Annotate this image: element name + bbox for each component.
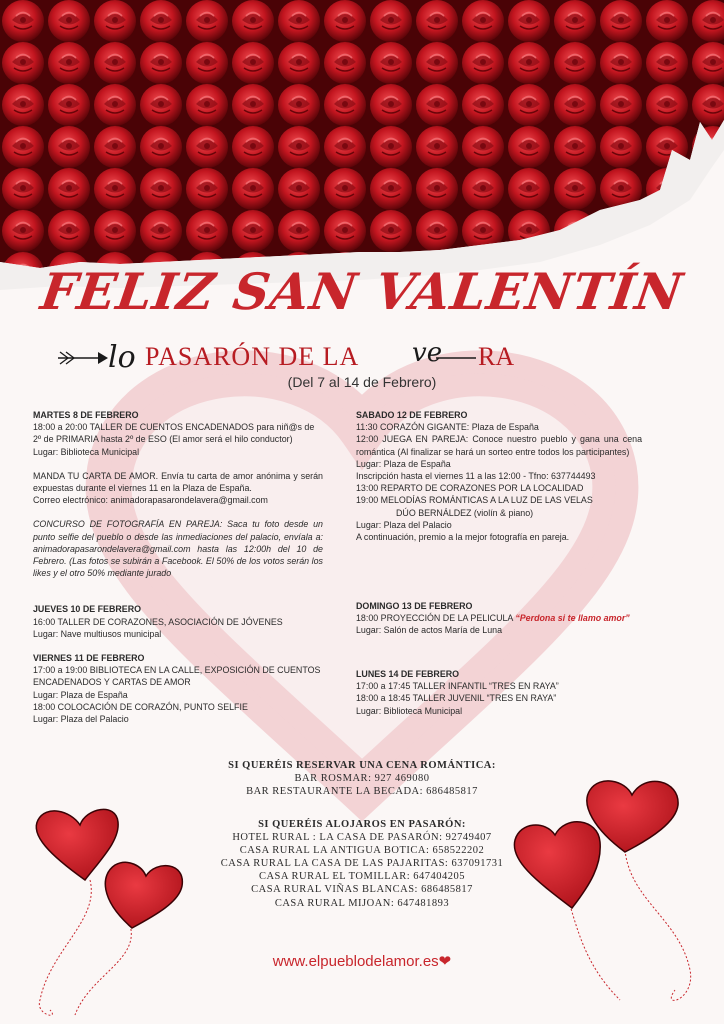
sabado-event-1: 11:30 CORAZÓN GIGANTE: Plaza de España xyxy=(356,422,539,433)
left-column xyxy=(33,409,323,725)
sabado-inscription: Inscripción hasta el viernes 11 a las 12:00 - Tfno: 637744493 xyxy=(356,471,596,482)
viernes-event-1: 17:00 a 19:00 BIBLIOTECA EN LA CALLE, EXPOSICIÓN DE CUENTOS ENCADENADOS Y CARTAS DE AMOR xyxy=(33,665,321,688)
main-title: FELIZ SAN VALENTÍN xyxy=(37,262,687,321)
sabado-event-2: 12:00 JUEGA EN PAREJA: Conoce nuestro pueblo y gana una cena romántica (Al finalizar se hará un sorteo entre todos los participantes) xyxy=(356,434,642,457)
domingo-heading: DOMINGO 13 DE FEBRERO xyxy=(356,601,473,611)
right-column xyxy=(356,409,642,543)
alojamiento-item: CASA RURAL VIÑAS BLANCAS: 686485817 xyxy=(251,884,473,896)
viernes-heading: VIERNES 11 DE FEBRERO xyxy=(33,653,145,664)
viernes-place-2: Lugar: Plaza del Palacio xyxy=(33,714,129,725)
sabado-duo: DÚO BERNÁLDEZ (violín & piano) xyxy=(396,507,534,518)
lunes-event-1: 17:00 a 17:45 TALLER INFANTIL “TRES EN RAYA” xyxy=(356,681,559,692)
alojamiento-item: CASA RURAL LA CASA DE LAS PAJARITAS: 637091731 xyxy=(220,858,504,870)
website-link[interactable]: www.elpueblodelamor.es❤ xyxy=(272,953,452,970)
lunes-place: Lugar: Biblioteca Municipal xyxy=(356,705,463,716)
concurso-text: CONCURSO DE FOTOGRAFÍA EN PAREJA: Saca tu foto desde un punto selfie del pueblo o desde las inmediaciones del palacio, envíala a: animadorapasarondelavera@gmail.com hasta las 12:00h del 10 de Febrero. (Las fotos se subirán a Facebook. El 50% de los votos serán los likes y el otro 50% mediante jurado xyxy=(33,519,323,579)
subtitle-prefix: lo xyxy=(108,340,136,375)
lunes-heading: LUNES 14 DE FEBRERO xyxy=(356,669,460,679)
cena-heading: SI QUERÉIS RESERVAR UNA CENA ROMÁNTICA: xyxy=(228,760,496,771)
left-hearts-icon xyxy=(20,800,200,1024)
lunes-block xyxy=(356,668,646,717)
alojamiento-heading: SI QUERÉIS ALOJAROS EN PASARÓN: xyxy=(258,819,466,830)
domingo-block xyxy=(356,600,646,637)
martes-heading: MARTES 8 DE FEBRERO xyxy=(33,410,139,420)
jueves-place: Lugar: Nave multiusos municipal xyxy=(33,628,162,639)
cena-item: BAR ROSMAR: 927 469080 xyxy=(294,773,430,785)
movie-title: “Perdona si te llamo amor” xyxy=(515,613,630,624)
sabado-event-3: 13:00 REPARTO DE CORAZONES POR LA LOCALIDAD xyxy=(356,483,584,494)
lunes-event-2: 18:00 a 18:45 TALLER JUVENIL “TRES EN RAYA” xyxy=(356,693,557,704)
viernes-place-1: Lugar: Plaza de España xyxy=(33,689,128,700)
subtitle-main: PASARÓN DE LA xyxy=(145,342,360,371)
alojamiento-item: CASA RURAL LA ANTIGUA BOTICA: 658522202 xyxy=(239,845,485,857)
carta-text: MANDA TU CARTA DE AMOR. Envía tu carta de amor anónima y serán expuestas durante el viernes 11 en la Plaza de España. xyxy=(33,470,323,494)
jueves-heading: JUEVES 10 DE FEBRERO xyxy=(33,604,142,615)
alojamiento-item: HOTEL RURAL : LA CASA DE PASARÓN: 92749407 xyxy=(232,832,492,844)
domingo-event-text: 18:00 PROYECCIÓN DE LA PELICULA xyxy=(356,613,513,624)
alojamiento-item: CASA RURAL MIJOAN: 647481893 xyxy=(274,897,450,909)
viernes-event-2: 18:00 COLOCACIÓN DE CORAZÓN, PUNTO SELFIE xyxy=(33,701,248,712)
sabado-prize: A continuación, premio a la mejor fotografía en pareja. xyxy=(356,532,570,543)
carta-email: Correo electrónico: animadorapasarondelavera@gmail.com xyxy=(33,495,268,506)
sabado-heading: SABADO 12 DE FEBRERO xyxy=(356,410,468,420)
cena-item: BAR RESTAURANTE LA BECADA: 686485817 xyxy=(246,786,478,798)
alojamiento-item: CASA RURAL EL TOMILLAR: 647404205 xyxy=(258,871,466,883)
sabado-event-4: 19:00 MELODÍAS ROMÁNTICAS A LA LUZ DE LAS VELAS xyxy=(356,495,593,506)
jueves-event: 16:00 TALLER DE CORAZONES, ASOCIACIÓN DE JÓVENES xyxy=(33,616,283,627)
domingo-place: Lugar: Salón de actos María de Luna xyxy=(356,625,503,636)
martes-place: Lugar: Biblioteca Municipal xyxy=(33,446,140,457)
domingo-event xyxy=(356,612,646,624)
subtitle-end: RA xyxy=(478,342,515,371)
sabado-place-2: Lugar: Plaza del Palacio xyxy=(356,519,452,530)
right-hearts-icon xyxy=(500,760,724,1024)
martes-event: 18:00 a 20:00 TALLER DE CUENTOS ENCADENADOS para niñ@s de 2º de PRIMARIA hasta 2º de ESO (El amor será el hilo conductor) xyxy=(33,422,315,445)
sabado-place-1: Lugar: Plaza de España xyxy=(356,458,451,469)
date-range: (Del 7 al 14 de Febrero) xyxy=(287,374,437,390)
subtitle-ve: ve xyxy=(412,338,443,368)
